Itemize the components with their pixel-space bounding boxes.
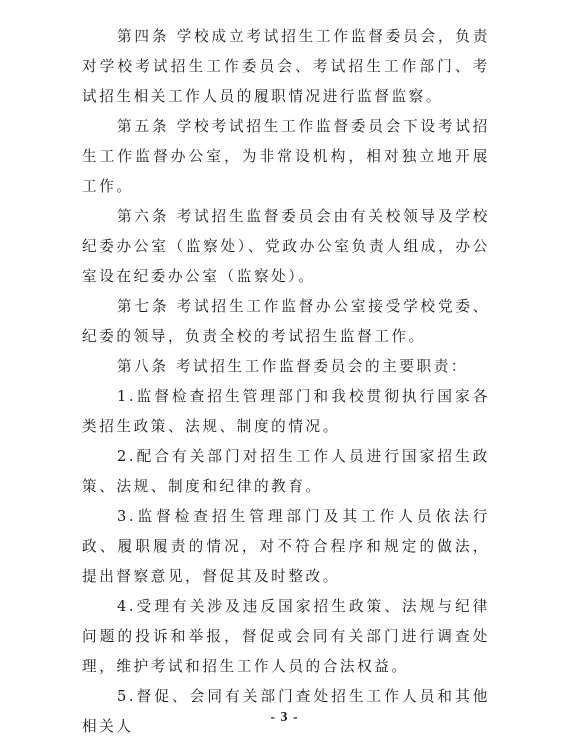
duty-item-3: 3.监督检查招生管理部门及其工作人员依法行政、履职履责的情况，对不符合程序和规定的做法，提出督察意见，督促其及时整改。 [82, 508, 490, 585]
duty-item-1: 1.监督检查招生管理部门和我校贯彻执行国家各类招生政策、法规、制度的情况。 [82, 388, 490, 435]
duty-item-2: 2.配合有关部门对招生工作人员进行国家招生政策、法规、制度和纪律的教育。 [82, 448, 490, 495]
document-body [82, 22, 490, 742]
page-number: - 3 - [270, 710, 299, 725]
article-6-paragraph: 第六条 考试招生监督委员会由有关校领导及学校纪委办公室（监察处）、党政办公室负责人组成，办公室设在纪委办公室（监察处）。 [82, 208, 490, 285]
article-7-paragraph: 第七条 考试招生工作监督办公室接受学校党委、纪委的领导，负责全校的考试招生监督工作。 [82, 298, 490, 345]
article-8-paragraph: 第八条 考试招生工作监督委员会的主要职责： [117, 358, 469, 375]
article-5-paragraph: 第五条 学校考试招生工作监督委员会下设考试招生工作监督办公室，为非常设机构，相对独立地开展工作。 [82, 118, 490, 195]
duty-item-4: 4.受理有关涉及违反国家招生政策、法规与纪律问题的投诉和举报，督促或会同有关部门进行调查处理，维护考试和招生工作人员的合法权益。 [82, 598, 490, 675]
article-4-paragraph: 第四条 学校成立考试招生工作监督委员会，负责对学校考试招生工作委员会、考试招生工作部门、考试招生相关工作人员的履职情况进行监督监察。 [82, 28, 490, 105]
duty-item-5: 5.督促、会同有关部门查处招生工作人员和其他相关人 [82, 688, 490, 735]
